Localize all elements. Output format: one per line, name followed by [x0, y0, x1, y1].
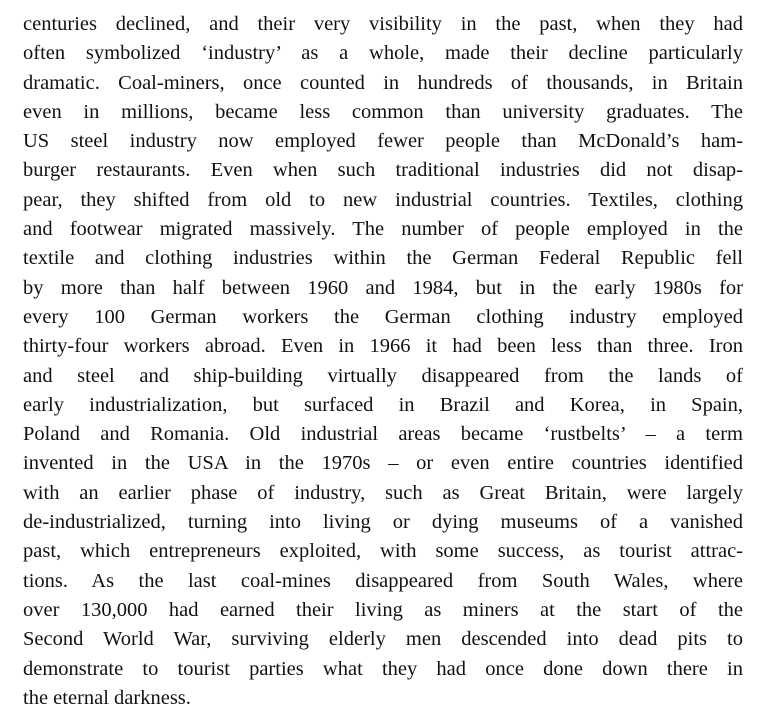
text-line: burger restaurants. Even when such traditional industries did not disap- [23, 159, 743, 182]
text-line: every 100 German workers the German clothing industry employed [23, 305, 743, 328]
text-line: by more than half between 1960 and 1984, but in the early 1980s for [23, 276, 743, 299]
text-line: even in millions, became less common than university graduates. The [23, 100, 743, 123]
text-line: Poland and Romania. Old industrial areas became ‘rustbelts’ – a term [23, 423, 743, 446]
text-line: the eternal darkness. [23, 686, 191, 709]
text-line: dramatic. Coal-miners, once counted in hundreds of thousands, in Britain [23, 71, 743, 94]
text-line: and steel and ship-building virtually disappeared from the lands of [23, 364, 743, 387]
body-paragraph [23, 10, 743, 713]
text-line: Second World War, surviving elderly men descended into dead pits to [23, 628, 743, 651]
text-line: early industrialization, but surfaced in Brazil and Korea, in Spain, [23, 393, 743, 416]
text-line: thirty-four workers abroad. Even in 1966 it had been less than three. Iron [23, 335, 743, 358]
text-line: with an earlier phase of industry, such as Great Britain, were largely [23, 481, 743, 504]
text-line: US steel industry now employed fewer people than McDonald’s ham- [23, 130, 743, 153]
text-line: pear, they shifted from old to new industrial countries. Textiles, clothing [23, 188, 743, 211]
text-line: invented in the USA in the 1970s – or even entire countries identified [23, 452, 743, 475]
text-line: de-industrialized, turning into living or dying museums of a vanished [23, 511, 743, 534]
text-line: tions. As the last coal-mines disappeared from South Wales, where [23, 569, 743, 592]
text-line: demonstrate to tourist parties what they had once done down there in [23, 657, 743, 680]
text-line: over 130,000 had earned their living as miners at the start of the [23, 598, 743, 621]
text-line: past, which entrepreneurs exploited, with some success, as tourist attrac- [23, 540, 743, 563]
text-line: centuries declined, and their very visibility in the past, when they had [23, 13, 743, 35]
text-line: and footwear migrated massively. The number of people employed in the [23, 218, 743, 241]
document-page [23, 10, 743, 713]
text-line: textile and clothing industries within the German Federal Republic fell [23, 247, 743, 270]
text-line: often symbolized ‘industry’ as a whole, made their decline particularly [23, 42, 743, 65]
